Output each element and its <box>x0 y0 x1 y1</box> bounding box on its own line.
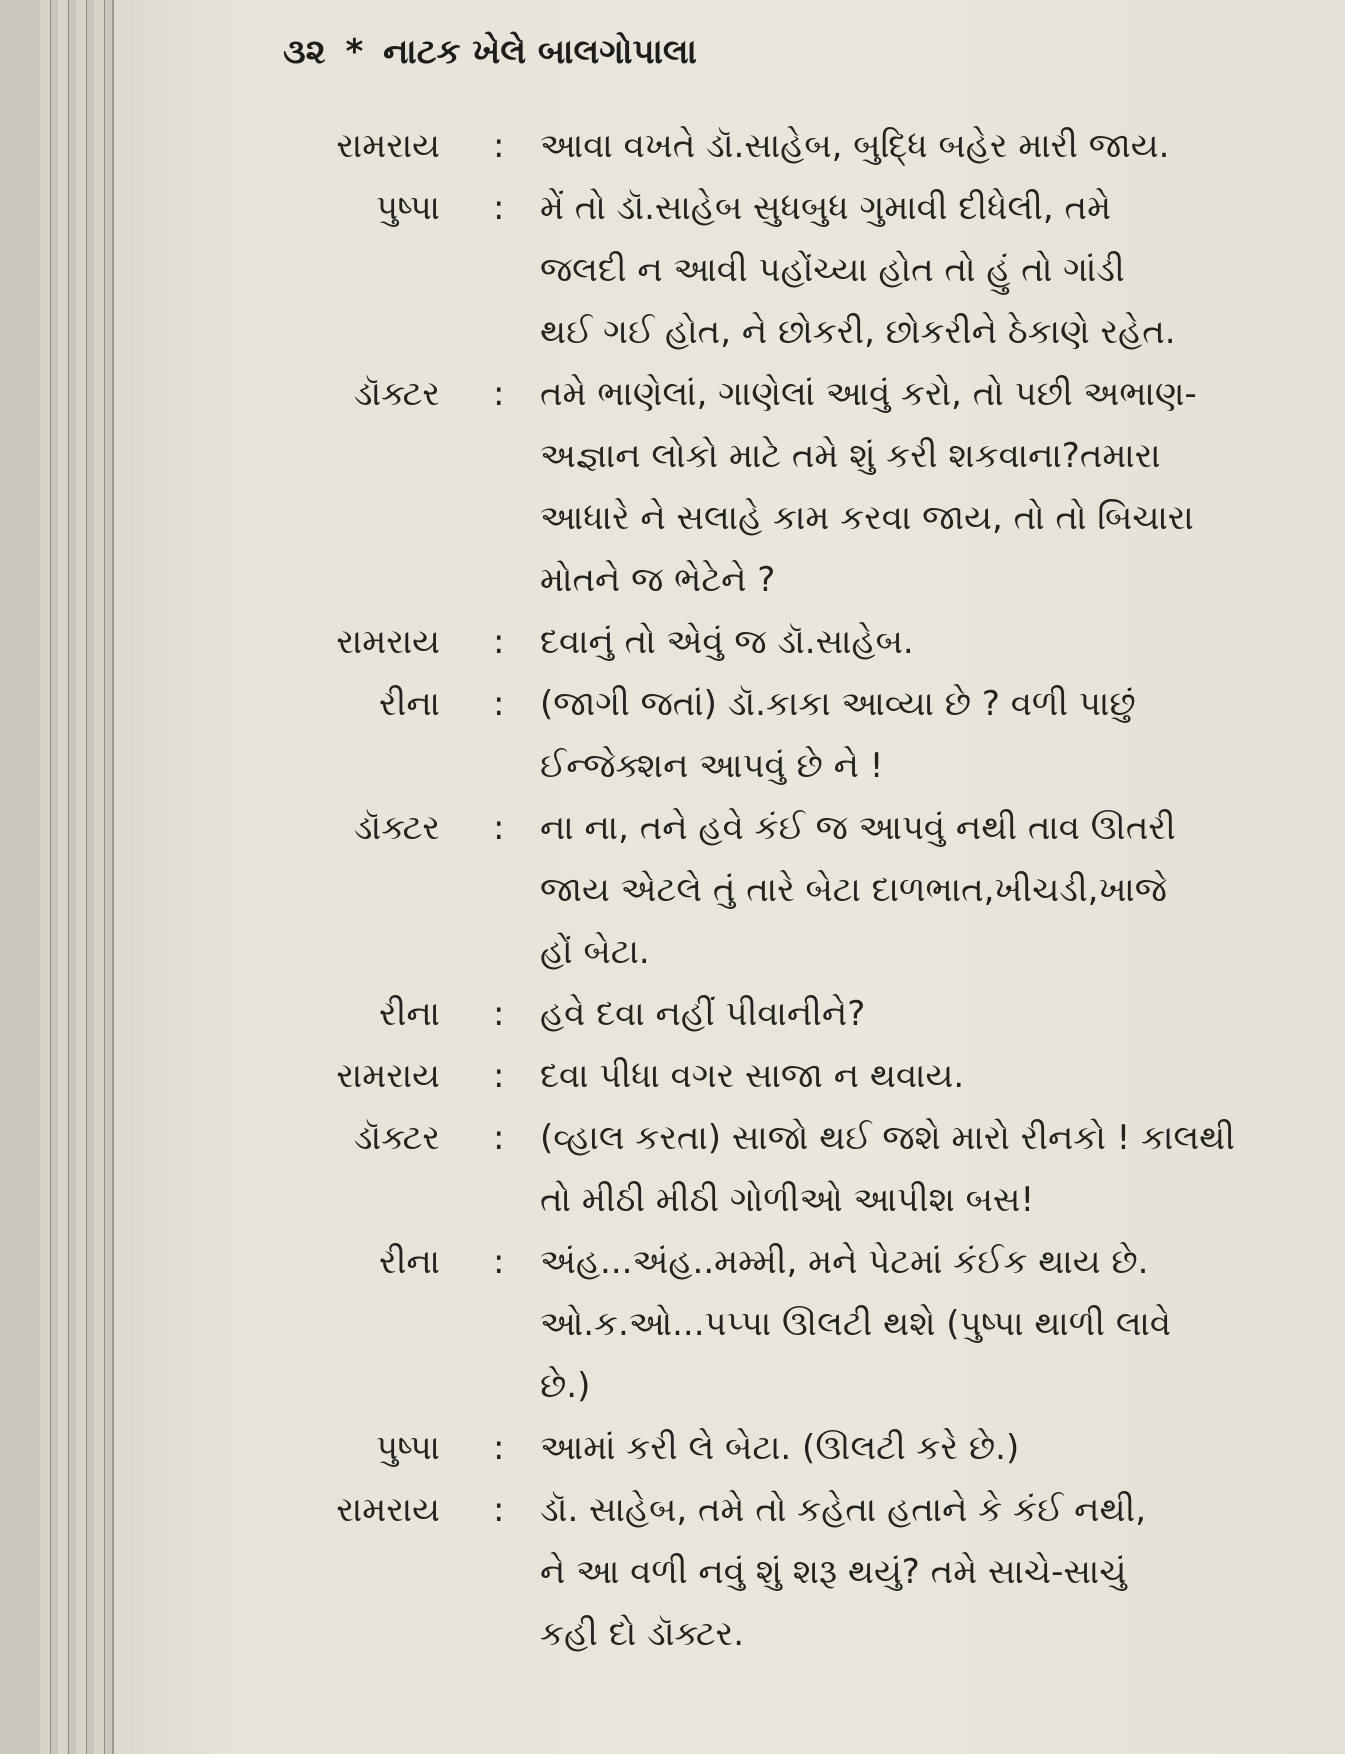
speaker-colon: : <box>493 126 505 166</box>
speaker-name: રામરાય <box>336 622 440 662</box>
page-edge-3 <box>76 0 87 1754</box>
star-separator: * <box>345 32 364 72</box>
dialogue-line: હોં બેટા. <box>540 932 650 972</box>
speaker-colon: : <box>493 1118 505 1158</box>
speaker-name: રીના <box>379 684 440 724</box>
dialogue-line: ઓ.ક.ઓ...પપ્પા ઊલટી થશે (પુષ્પા થાળી લાવે <box>540 1304 1172 1344</box>
dialogue-line: આધારે ને સલાહે કામ કરવા જાય, તો તો બિચારા <box>540 498 1194 538</box>
speaker-colon: : <box>493 1242 505 1282</box>
dialogue-line: આવા વખતે ડૉ.સાહેબ, બુદ્ધિ બહેર મારી જાય. <box>540 126 1170 166</box>
speaker-colon: : <box>493 994 505 1034</box>
dialogue-line: તો મીઠી મીઠી ગોળીઓ આપીશ બસ! <box>540 1180 1035 1220</box>
speaker-colon: : <box>493 374 505 414</box>
speaker-name: રીના <box>379 1242 440 1282</box>
dialogue-line: જલદી ન આવી પહોંચ્યા હોત તો હું તો ગાંડી <box>540 250 1125 290</box>
dialogue-line: અંહ...અંહ..મમ્મી, મને પેટમાં કંઈક થાય છે. <box>540 1242 1149 1282</box>
page-number: ૩૨ <box>283 32 326 72</box>
speaker-name: ડૉક્ટર <box>353 374 440 414</box>
dialogue-line: હવે દવા નહીં પીવાનીને? <box>540 994 866 1034</box>
dialogue-line: અજ્ઞાન લોકો માટે તમે શું કરી શકવાના?તમારા <box>540 436 1161 476</box>
dialogue-line: (વ્હાલ કરતા) સાજો થઈ જશે મારો રીનકો ! કાલથી <box>540 1118 1235 1158</box>
dialogue-line: તમે ભાણેલાં, ગાણેલાં આવું કરો, તો પછી અભાણ- <box>540 374 1197 414</box>
page-edge-4 <box>94 0 105 1754</box>
dialogue-line: દવાનું તો એવું જ ડૉ.સાહેબ. <box>540 622 914 662</box>
dialogue-line: (જાગી જતાં) ડૉ.કાકા આવ્યા છે ? વળી પાછું <box>540 684 1136 724</box>
speaker-colon: : <box>493 808 505 848</box>
dialogue-line: ઈન્જેક્શન આપવું છે ને ! <box>540 746 884 786</box>
dialogue-line: આમાં કરી લે બેટા. (ઊલટી કરે છે.) <box>540 1428 1020 1468</box>
running-header <box>283 32 697 72</box>
dialogue-line: કહી દો ડૉક્ટર. <box>540 1614 745 1654</box>
speaker-name: ડૉક્ટર <box>353 808 440 848</box>
speaker-name: પુષ્પા <box>375 188 440 228</box>
speaker-name: ડૉક્ટર <box>353 1118 440 1158</box>
speaker-name: રામરાય <box>336 126 440 166</box>
speaker-name: પુષ્પા <box>375 1428 440 1468</box>
dialogue-line: ડૉ. સાહેબ, તમે તો કહેતા હતાને કે કંઈ નથી, <box>540 1490 1147 1530</box>
page-edge-2 <box>58 0 69 1754</box>
book-title: નાટક ખેલે બાલગોપાલા <box>383 32 697 72</box>
dialogue-line: ના ના, તને હવે કંઈ જ આપવું નથી તાવ ઊતરી <box>540 808 1176 848</box>
dialogue-line: મેં તો ડૉ.સાહેબ સુધબુધ ગુમાવી દીધેલી, તમે <box>540 188 1112 228</box>
speaker-name: રામરાય <box>336 1056 440 1096</box>
speaker-colon: : <box>493 1428 505 1468</box>
speaker-colon: : <box>493 1056 505 1096</box>
dialogue-line: ને આ વળી નવું શું શરૂ થયું? તમે સાચે-સાચું <box>540 1552 1127 1592</box>
dialogue-line: છે.) <box>540 1366 591 1406</box>
speaker-colon: : <box>493 188 505 228</box>
speaker-colon: : <box>493 1490 505 1530</box>
dialogue-line: દવા પીધા વગર સાજા ન થવાય. <box>540 1056 965 1096</box>
speaker-name: રીના <box>379 994 440 1034</box>
dialogue-line: જાય એટલે તું તારે બેટા દાળભાત,ખીચડી,ખાજે <box>540 870 1167 910</box>
dialogue-line: થઈ ગઈ હોત, ને છોકરી, છોકરીને ઠેકાણે રહેત. <box>540 312 1176 352</box>
speaker-name: રામરાય <box>336 1490 440 1530</box>
speaker-colon: : <box>493 684 505 724</box>
speaker-colon: : <box>493 622 505 662</box>
dialogue-line: મોતને જ ભેટેને ? <box>540 560 776 600</box>
page-edge-1 <box>40 0 51 1754</box>
